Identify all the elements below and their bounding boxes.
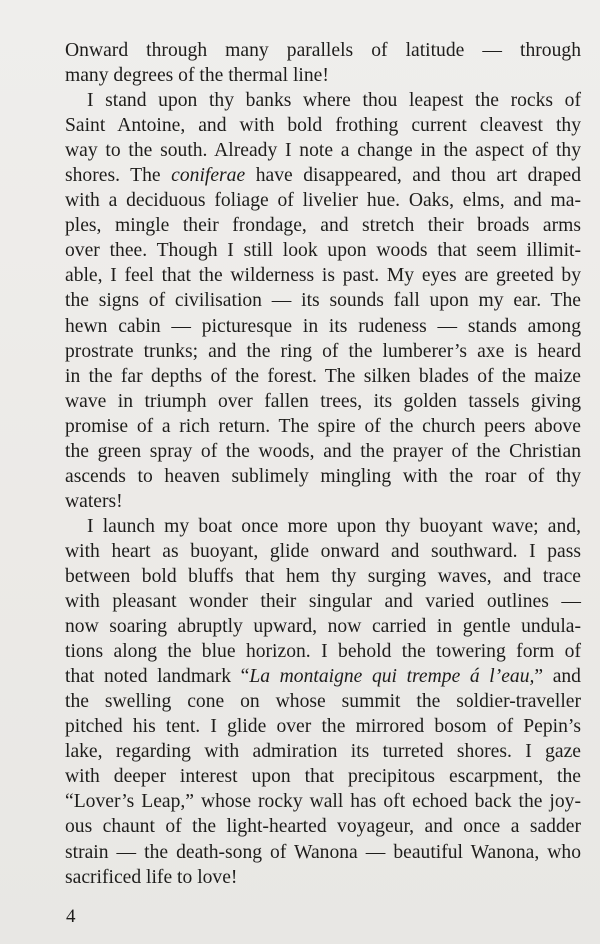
paragraph — [65, 514, 581, 890]
text-line: Saint Antoine, and with bold frothing current cleavest thy — [65, 115, 581, 137]
text-line: ascends to heaven sublimely mingling with the roar of thy — [65, 465, 581, 487]
text-line: pitched his tent. I glide over the mirrored bosom of Pepin’s — [65, 716, 581, 738]
text-line: waters! — [65, 490, 123, 512]
text-line: I stand upon thy banks where thou leapest the rocks of — [87, 90, 581, 112]
text-line: “Lover’s Leap,” whose rocky wall has oft echoed back the joy- — [65, 791, 581, 813]
text-line: in the far depths of the forest. The silken blades of the maize — [65, 365, 581, 387]
italic-term: coniferae — [171, 165, 246, 187]
paragraph — [65, 38, 581, 88]
text-line: the green spray of the woods, and the prayer of the Christian — [65, 440, 581, 462]
text-line: with deeper interest upon that precipitous escarpment, the — [65, 766, 581, 788]
text-line: shores. The coniferae have disappeared, and thou art draped — [65, 165, 581, 187]
page-number: 4 — [66, 906, 76, 927]
text-line: prostrate trunks; and the ring of the lumberer’s axe is heard — [65, 340, 581, 362]
text-line: now soaring abruptly upward, now carried in gentle undula- — [65, 616, 581, 638]
text-line: over thee. Though I still look upon woods that seem illimit- — [65, 240, 581, 262]
text-line: many degrees of the thermal line! — [65, 65, 329, 87]
text-line: I launch my boat once more upon thy buoyant wave; and, — [87, 515, 581, 537]
text-line: with heart as buoyant, glide onward and southward. I pass — [65, 540, 581, 562]
page-body-text — [65, 38, 581, 890]
text-line: with pleasant wonder their singular and varied outlines — — [65, 591, 581, 613]
text-line: with a deciduous foliage of livelier hue. Oaks, elms, and ma- — [65, 190, 581, 212]
text-line: ous chaunt of the light-hearted voyageur, and once a sadder — [65, 816, 581, 838]
text-line: between bold bluffs that hem thy surging waves, and trace — [65, 565, 581, 587]
text-line: ples, mingle their frondage, and stretch their broads arms — [65, 215, 581, 237]
text-line: the swelling cone on whose summit the soldier-traveller — [65, 691, 581, 713]
text-line: lake, regarding with admiration its turreted shores. I gaze — [65, 741, 581, 763]
text-line: hewn cabin — picturesque in its rudeness — stands among — [65, 315, 581, 337]
text-line: that noted landmark “La montaigne qui trempe á l’eau,” and — [65, 666, 581, 688]
text-line: way to the south. Already I note a change in the aspect of thy — [65, 140, 581, 162]
text-line: the signs of civilisation — its sounds fall upon my ear. The — [65, 290, 581, 312]
text-line: tions along the blue horizon. I behold the towering form of — [65, 641, 581, 663]
paragraph — [65, 88, 581, 514]
text-line: promise of a rich return. The spire of the church peers above — [65, 415, 581, 437]
italic-term: La montaigne qui trempe á l’eau, — [249, 666, 535, 688]
text-line: strain — the death-song of Wanona — beautiful Wanona, who — [65, 841, 581, 863]
text-line: sacrificed life to love! — [65, 866, 238, 888]
text-line: able, I feel that the wilderness is past. My eyes are greeted by — [65, 265, 581, 287]
text-line: wave in triumph over fallen trees, its golden tassels giving — [65, 390, 581, 412]
text-line: Onward through many parallels of latitude — through — [65, 40, 581, 61]
